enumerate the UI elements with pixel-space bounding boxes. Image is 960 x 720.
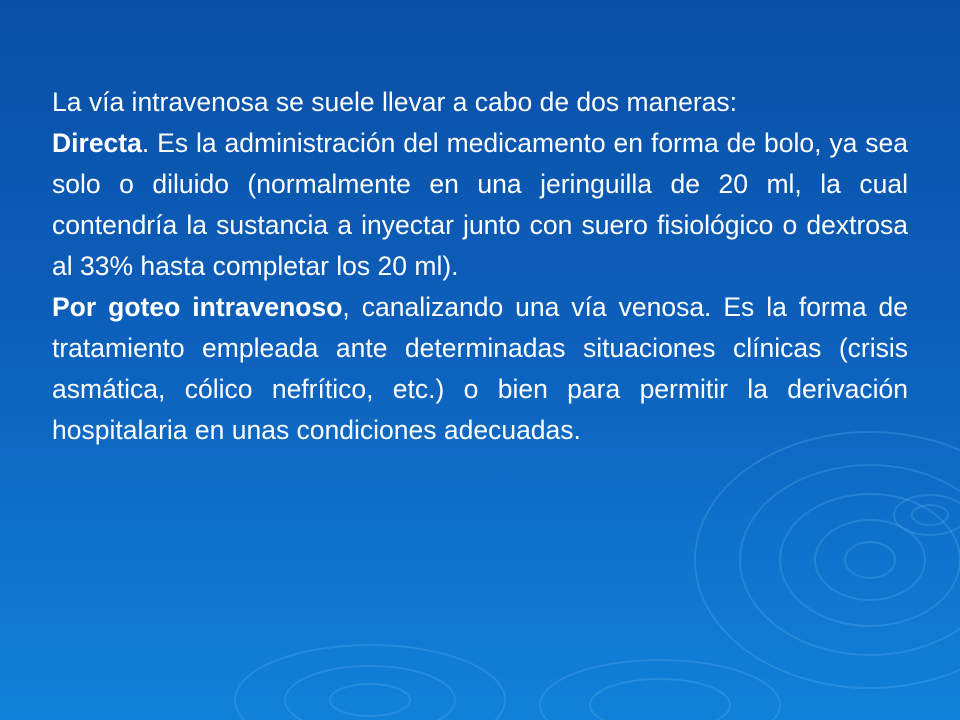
directa-paragraph <box>52 123 908 287</box>
intro-text: La vía intravenosa se suele llevar a cabo de dos maneras: <box>52 87 737 117</box>
intro-paragraph <box>52 82 908 123</box>
goteo-paragraph <box>52 287 908 451</box>
directa-text: Es la administración del medicamento en forma de bolo, ya sea solo o diluido (normalmente en una jeringuilla de 20 ml, la cual contendría la sustancia a inyectar junto con suero fisiológico o dextrosa al 33% hasta completar los 20 ml). <box>52 128 908 281</box>
slide-body <box>52 82 908 451</box>
directa-term: Directa <box>52 128 142 158</box>
directa-separator: . <box>141 128 150 158</box>
goteo-text: , canalizando una vía venosa. Es la forma de tratamiento empleada ante determinadas situaciones clínicas (crisis asmática, cólico nefrítico, etc.) o bien para permitir la derivación hospitalaria en unas condiciones adecuadas. <box>52 292 908 445</box>
goteo-term: Por goteo intravenoso <box>52 292 343 322</box>
